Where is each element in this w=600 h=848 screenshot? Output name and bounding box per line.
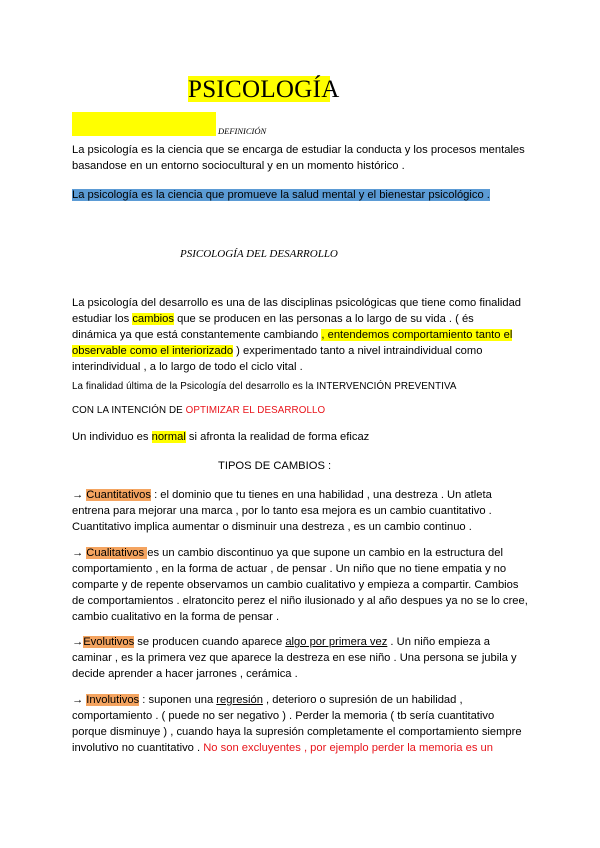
definicion-label: DEFINICIÓN <box>218 126 267 136</box>
arrow-icon: → <box>72 694 87 706</box>
definition-2 <box>72 187 490 203</box>
regresion-underline: regresión <box>216 694 263 706</box>
cuali-line-5: cambio cualitativo en la forma de pensar . <box>72 611 280 623</box>
invol-line-4: involutivo no cuantitativo . No son excluyentes , por ejemplo perder la memoria es un <box>72 742 493 754</box>
normal-line: Un individuo es normal si afronta la realidad de forma eficaz <box>72 431 370 443</box>
intencion-line: CON LA INTENCIÓN DE OPTIMIZAR EL DESARROLLO <box>72 405 326 416</box>
comportamiento-highlight: , entendemos comportamiento tanto el <box>321 329 513 341</box>
desarrollo-line-1: La psicología del desarrollo es una de las disciplinas psicológicas que tiene como finalidad <box>72 297 522 309</box>
cuanti-line-3: Cuantitativo implica aumentar o disminuir una destreza , es un cambio continuo . <box>72 521 472 533</box>
cuanti-line-2: entrena para mejorar una marca , por lo tanto esa mejora es un cambio cuantitativo . <box>72 505 492 517</box>
section-subtitle: PSICOLOGÍA DEL DESARROLLO <box>180 248 338 260</box>
evol-line-1: →Evolutivos se producen cuando aparece algo por primera vez . Un niño empieza a <box>72 636 490 648</box>
cuali-line-1: → Cualitativos es un cambio discontinuo ya que supone un cambio en la estructura del <box>72 547 503 559</box>
involutivos-label: Involutivos <box>86 694 140 706</box>
cuali-line-4: de comportamientos . elratoncito perez el niño ilusionado y al año despues ya no se lo cree, <box>72 595 528 607</box>
primera-vez-underline: algo por primera vez <box>285 636 388 648</box>
arrow-icon: → <box>72 636 84 648</box>
highlight-bar <box>72 112 216 136</box>
evol-line-3: decide aprender a hacer jarrones , cerámica . <box>72 668 298 680</box>
page-title: PSICOLOGÍA <box>188 76 340 103</box>
excluyentes-text: No son excluyentes , por ejemplo perder la memoria es un <box>203 742 493 754</box>
cuali-line-3: comparte y de repente observamos un cambio cualitativo y empieza a compartir. Cambios <box>72 579 519 591</box>
evol-line-2: caminar , es la primera vez que aparece la destreza en ese niño . Una persona se jubila y <box>72 652 517 664</box>
evolutivos-label: Evolutivos <box>83 636 135 648</box>
invol-line-1: → Involutivos : suponen una regresión , deterioro o supresión de un habilidad , <box>72 694 463 706</box>
cualitativos-label: Cualitativos <box>86 547 148 559</box>
finalidad-line: La finalidad última de la Psicología del desarrollo es la INTERVENCIÓN PREVENTIVA <box>72 381 457 392</box>
cuantitativos-label: Cuantitativos <box>86 489 151 501</box>
definition-line-2: basandose en un entorno sociocultural y en un momento histórico . <box>72 160 405 172</box>
normal-highlight: normal <box>151 431 186 443</box>
arrow-icon: → <box>72 489 87 501</box>
desarrollo-line-5: interindividual , a lo largo de todo el ciclo vital . <box>72 361 303 373</box>
desarrollo-line-4: observable como el interiorizado ) experimentado tanto a nivel intraindividual como <box>72 345 483 357</box>
definition-line-1: La psicología es la ciencia que se encarga de estudiar la conducta y los procesos mentales <box>72 144 525 156</box>
desarrollo-line-2: estudiar los cambios que se producen en las personas a lo largo de su vida . ( és <box>72 313 474 325</box>
cuanti-line-1: → Cuantitativos : el dominio que tu tienes en una habilidad , una destreza . Un atleta <box>72 489 492 501</box>
cuali-line-2: comportamiento , en la forma de actuar , de pensar . Un niño que no tiene empatia y no <box>72 563 507 575</box>
observable-highlight: observable como el interiorizado <box>72 345 234 357</box>
arrow-icon: → <box>72 547 87 559</box>
tipos-heading: TIPOS DE CAMBIOS : <box>218 460 332 472</box>
desarrollo-line-3: dinámica ya que está constantemente cambiando , entendemos comportamiento tanto el <box>72 329 513 341</box>
definition-2-text: La psicología es la ciencia que promueve la salud mental y el bienestar psicológico . <box>72 189 490 201</box>
optimizar-text: OPTIMIZAR EL DESARROLLO <box>185 405 326 416</box>
invol-line-3: porque disminuye ) , cuando haya la supresión completamente el comportamiento siempre <box>72 726 522 738</box>
invol-line-2: comportamiento . ( puede no ser negativo ) . Perder la memoria ( tb sería cuantitativo <box>72 710 495 722</box>
cambios-highlight: cambios <box>132 313 174 325</box>
